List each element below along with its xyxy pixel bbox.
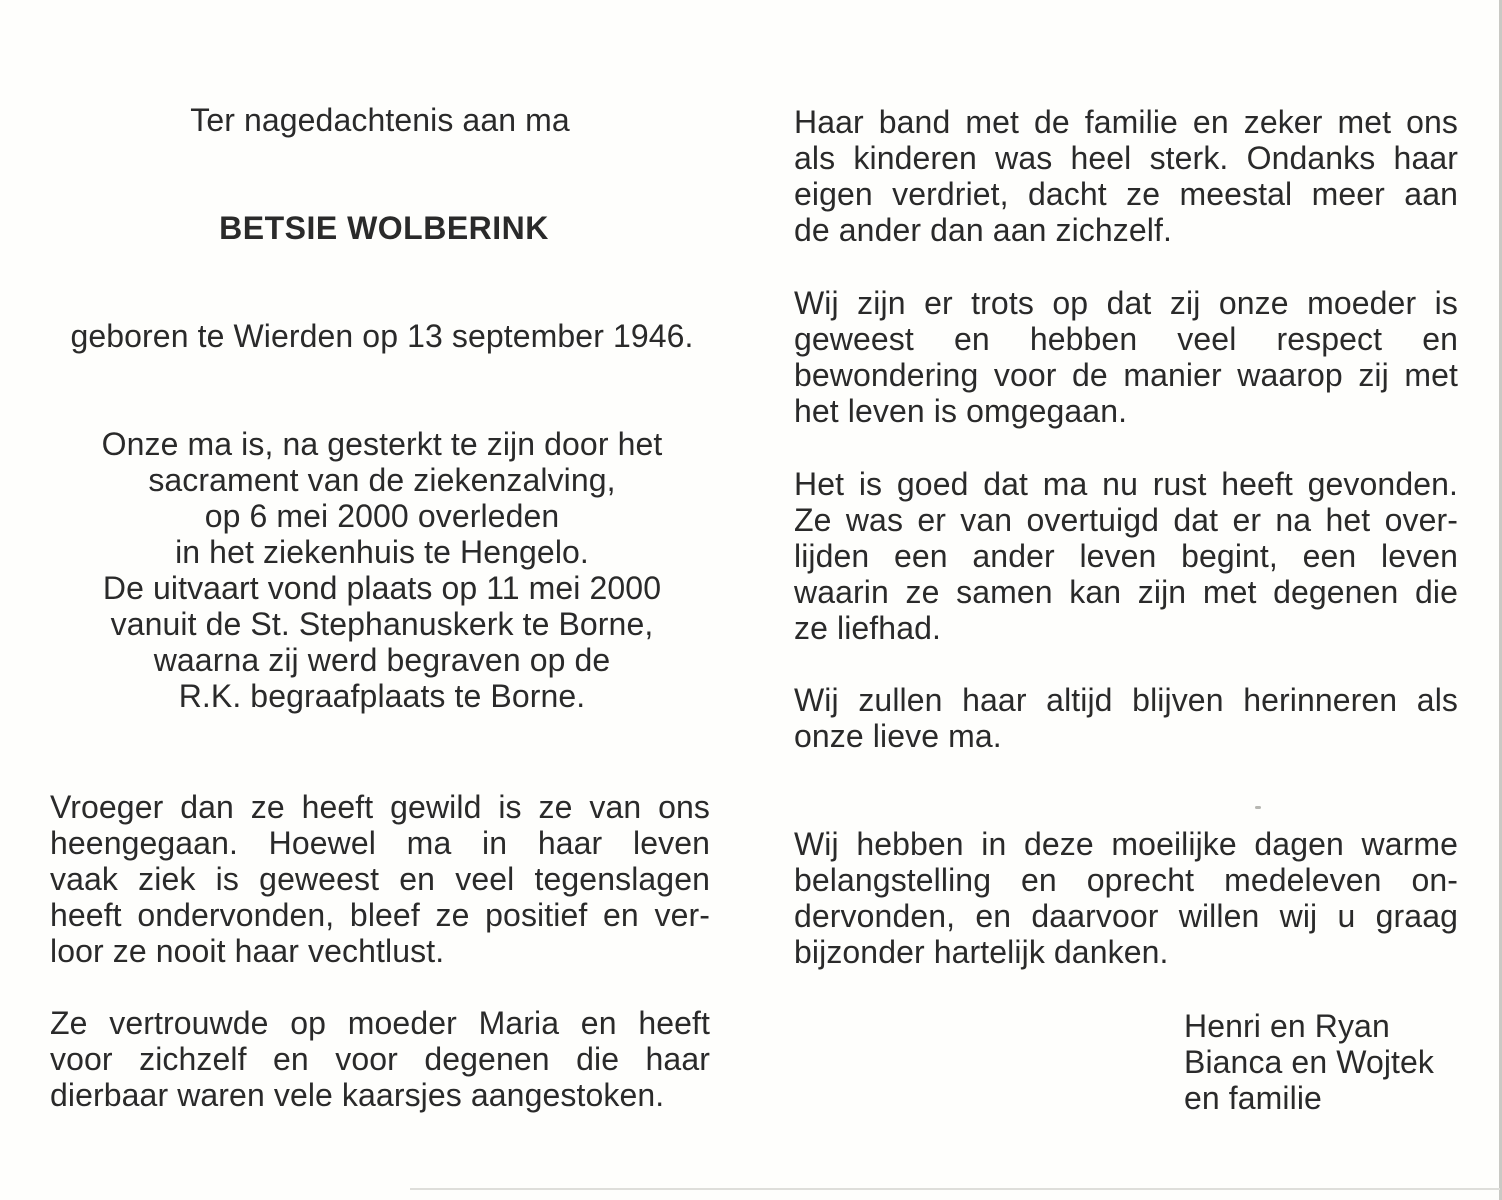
signature bbox=[1184, 1008, 1484, 1116]
right-paragraph-3 bbox=[794, 466, 1458, 646]
paragraph-line: heeft ondervonden, bleef ze positief en ver- bbox=[50, 897, 710, 933]
death-line: in het ziekenhuis te Hengelo. bbox=[175, 534, 589, 570]
paragraph-line: het leven is omgegaan. bbox=[794, 393, 1128, 429]
paragraph-line: dervonden, en daarvoor willen wij u graag bbox=[794, 898, 1458, 934]
paragraph-line: belangstelling en oprecht medeleven on- bbox=[794, 862, 1458, 898]
paragraph-line: Vroeger dan ze heeft gewild is ze van ons bbox=[50, 789, 710, 825]
birth-info bbox=[50, 318, 714, 354]
right-paragraph-1 bbox=[794, 104, 1458, 248]
death-line: Onze ma is, na gesterkt te zijn door het bbox=[101, 426, 663, 462]
signature-line: Bianca en Wojtek bbox=[1184, 1044, 1435, 1080]
death-line: R.K. begraafplaats te Borne. bbox=[178, 678, 586, 714]
paragraph-line: onze lieve ma. bbox=[794, 718, 1002, 754]
paragraph-line: bewondering voor de manier waarop zij met bbox=[794, 357, 1458, 393]
paragraph-line: Wij zullen haar altijd blijven herinneren als bbox=[794, 682, 1458, 718]
paragraph-line: Ze vertrouwde op moeder Maria en heeft bbox=[50, 1005, 710, 1041]
paragraph-line: dierbaar waren vele kaarsjes aangestoken. bbox=[50, 1077, 665, 1113]
right-paragraph-4 bbox=[794, 682, 1458, 754]
paragraph-line: voor zichzelf en voor degenen die haar bbox=[50, 1041, 710, 1077]
signature-line: en familie bbox=[1184, 1080, 1322, 1116]
paragraph-line: als kinderen was heel sterk. Ondanks haar bbox=[794, 140, 1458, 176]
death-line: waarna zij werd begraven op de bbox=[153, 642, 611, 678]
paragraph-line: bijzonder hartelijk danken. bbox=[794, 934, 1169, 970]
death-line: vanuit de St. Stephanuskerk te Borne, bbox=[110, 606, 654, 642]
paragraph-line: loor ze nooit haar vechtlust. bbox=[50, 933, 445, 969]
paragraph-line: vaak ziek is geweest en veel tegenslagen bbox=[50, 861, 710, 897]
paragraph-line: waarin ze samen kan zijn met degenen die bbox=[794, 574, 1458, 610]
left-paragraph-1 bbox=[50, 789, 710, 969]
right-paragraph-2 bbox=[794, 285, 1458, 429]
paragraph-line: geweest en hebben veel respect en bbox=[794, 321, 1458, 357]
deceased-name-text: BETSIE WOLBERINK bbox=[219, 210, 549, 246]
paragraph-line: Ze was er van overtuigd dat er na het over- bbox=[794, 502, 1458, 538]
birth-text: geboren te Wierden op 13 september 1946. bbox=[70, 318, 694, 354]
paragraph-line: heengegaan. Hoewel ma in haar leven bbox=[50, 825, 710, 861]
paragraph-line: lijden een ander leven begint, een leven bbox=[794, 538, 1458, 574]
left-paragraph-2 bbox=[50, 1005, 710, 1113]
death-line: sacrament van de ziekenzalving, bbox=[148, 462, 616, 498]
paper-speck bbox=[1255, 806, 1261, 809]
heading-text: Ter nagedachtenis aan ma bbox=[190, 102, 570, 138]
death-line: op 6 mei 2000 overleden bbox=[204, 498, 560, 534]
paragraph-line: eigen verdriet, dacht ze meestal meer aan bbox=[794, 176, 1458, 212]
heading bbox=[50, 102, 710, 138]
right-paragraph-5 bbox=[794, 826, 1458, 970]
deceased-name bbox=[50, 210, 718, 246]
death-info bbox=[50, 426, 714, 714]
paragraph-line: de ander dan aan zichzelf. bbox=[794, 212, 1172, 248]
card-edge-bottom bbox=[410, 1188, 1500, 1190]
signature-line: Henri en Ryan bbox=[1184, 1008, 1390, 1044]
paragraph-line: Het is goed dat ma nu rust heeft gevonden. bbox=[794, 466, 1458, 502]
paragraph-line: Haar band met de familie en zeker met ons bbox=[794, 104, 1458, 140]
paragraph-line: Wij hebben in deze moeilijke dagen warme bbox=[794, 826, 1458, 862]
paragraph-line: Wij zijn er trots op dat zij onze moeder is bbox=[794, 285, 1458, 321]
paragraph-line: ze liefhad. bbox=[794, 610, 941, 646]
death-line: De uitvaart vond plaats op 11 mei 2000 bbox=[102, 570, 662, 606]
